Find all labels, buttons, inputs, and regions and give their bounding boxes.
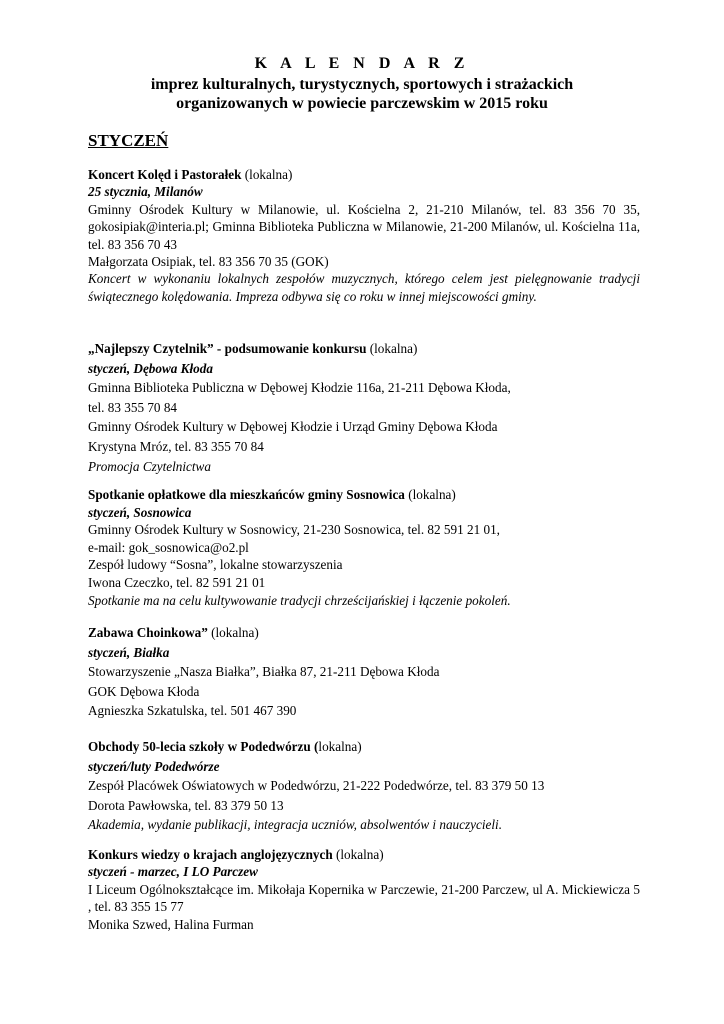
event-koncert-koled xyxy=(88,166,640,305)
event-title: Obchody 50-lecia szkoły w Podedwórzu (lokalna) xyxy=(88,739,362,754)
event-co-organizer: Gminny Ośrodek Kultury w Dębowej Kłodzie i Urząd Gminy Dębowa Kłoda xyxy=(88,419,498,435)
event-date-place: styczeń - marzec, I LO Parczew xyxy=(88,864,258,880)
event-date-place: styczeń, Sosnowica xyxy=(88,504,192,520)
event-organizer-info: Zespół Placówek Oświatowych w Podedwórzu, 21-222 Podedwórze, tel. 83 379 50 13 xyxy=(88,778,545,794)
event-date-place: styczeń, Białka xyxy=(88,644,170,660)
event-title: Koncert Kolęd i Pastorałek (lokalna) xyxy=(88,167,293,182)
event-description: Spotkanie ma na celu kultywowanie tradycji chrześcijańskiej i łączenie pokoleń. xyxy=(88,592,511,608)
event-date-place: styczeń/luty Podedwórze xyxy=(88,758,220,774)
event-organizer-info: I Liceum Ogólnokształcące im. Mikołaja Kopernika w Parczewie, 21-200 Parczew, ul A. Mickiewicza 5 , tel. 83 355 15 77 xyxy=(88,881,640,915)
event-date-place: styczeń, Dębowa Kłoda xyxy=(88,360,213,376)
calendar-title: K A L E N D A R Z xyxy=(254,55,470,72)
event-title: „Najlepszy Czytelnik” - podsumowanie konkursu (lokalna) xyxy=(88,341,418,356)
event-organizer-info: Gminny Ośrodek Kultury w Sosnowicy, 21-230 Sosnowica, tel. 82 591 21 01, xyxy=(88,522,500,538)
event-organizer-info: Stowarzyszenie „Nasza Białka”, Białka 87, 21-211 Dębowa Kłoda xyxy=(88,664,440,680)
event-phone: tel. 83 355 70 84 xyxy=(88,399,178,415)
event-contact: Monika Szwed, Halina Furman xyxy=(88,916,254,932)
event-co-organizer: GOK Dębowa Kłoda xyxy=(88,683,200,699)
event-title: Zabawa Choinkowa” (lokalna) xyxy=(88,625,259,640)
event-contact: Krystyna Mróz, tel. 83 355 70 84 xyxy=(88,438,264,454)
calendar-subtitle-line1: imprez kulturalnych, turystycznych, sportowych i strażackich xyxy=(150,76,574,93)
event-contact: Agnieszka Szkatulska, tel. 501 467 390 xyxy=(88,703,297,719)
event-date-place: 25 stycznia, Milanów xyxy=(88,184,203,200)
event-contact: Iwona Czeczko, tel. 82 591 21 01 xyxy=(88,574,266,590)
event-spotkanie-oplatkowe xyxy=(88,486,640,609)
event-description: Promocja Czytelnictwa xyxy=(88,458,211,474)
event-description: Akademia, wydanie publikacji, integracja uczniów, absolwentów i nauczycieli. xyxy=(88,817,502,833)
event-obchody-50-lecia xyxy=(88,737,640,835)
event-co-organizer: Zespół ludowy “Sosna”, lokalne stowarzyszenia xyxy=(88,557,343,573)
month-heading: STYCZEŃ xyxy=(88,131,169,150)
event-email: e-mail: gok_sosnowica@o2.pl xyxy=(88,539,249,555)
event-contact: Dorota Pawłowska, tel. 83 379 50 13 xyxy=(88,797,284,813)
event-contact: Małgorzata Osipiak, tel. 83 356 70 35 (GOK) xyxy=(88,254,329,270)
event-title: Spotkanie opłatkowe dla mieszkańców gminy Sosnowica (lokalna) xyxy=(88,487,456,502)
event-zabawa-choinkowa xyxy=(88,623,640,721)
event-najlepszy-czytelnik xyxy=(88,339,640,476)
calendar-subtitle-line2: organizowanych w powiecie parczewskim w 2015 roku xyxy=(176,95,548,112)
event-organizer-info: Gminny Ośrodek Kultury w Milanowie, ul. Kościelna 2, 21-210 Milanów, tel. 83 356 70 35, gokosipiak@interia.pl; Gminna Biblioteka Publiczna w Milanowie, 21-200 Milanów, ul. Kościelna 11a, tel. 83 356 70 43 xyxy=(88,201,640,252)
event-organizer-info: Gminna Biblioteka Publiczna w Dębowej Kłodzie 116a, 21-211 Dębowa Kłoda, xyxy=(88,380,511,396)
event-description: Koncert w wykonaniu lokalnych zespołów muzycznych, którego celem jest pielęgnowanie tradycji świątecznego kolędowania. Impreza odbywa się co roku w innej miejscowości gminy. xyxy=(88,271,640,304)
event-title: Konkurs wiedzy o krajach anglojęzycznych (lokalna) xyxy=(88,847,384,862)
event-konkurs-wiedzy xyxy=(88,846,640,933)
